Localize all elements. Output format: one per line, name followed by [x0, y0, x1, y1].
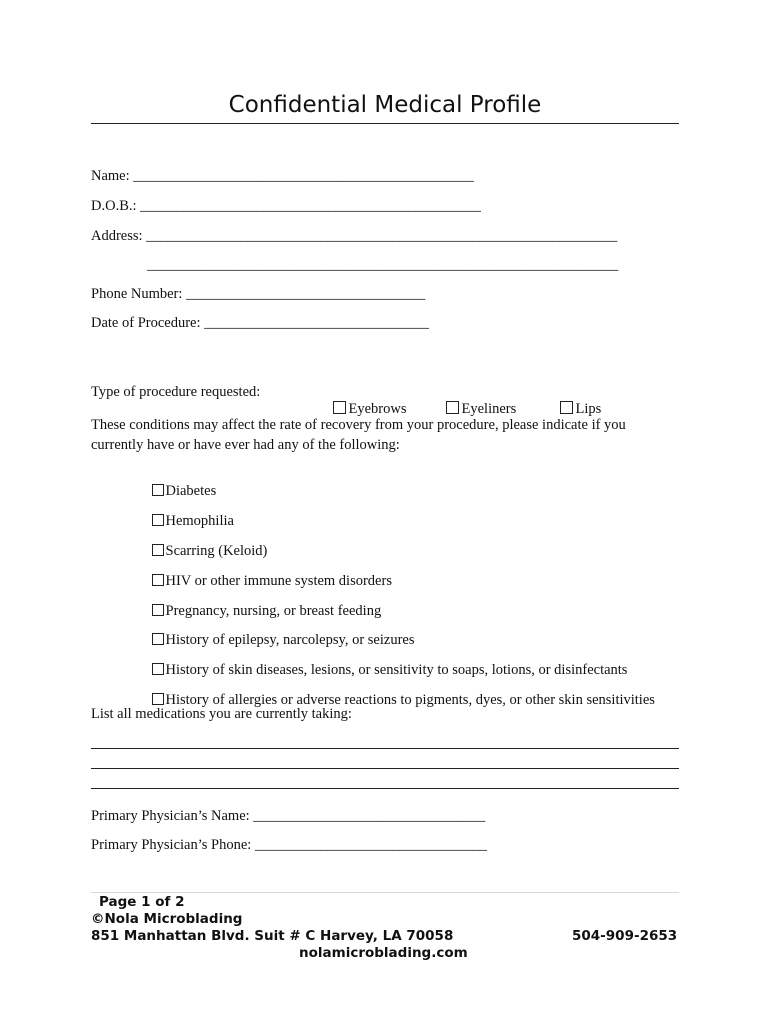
medications-label: List all medications you are currently taking: [91, 706, 352, 722]
medications-line-3[interactable] [91, 788, 679, 789]
condition-label: History of allergies or adverse reactions to pigments, dyes, or other skin sensitivities [165, 692, 655, 708]
footer-address: 851 Manhattan Blvd. Suit # C Harvey, LA 70058 [91, 928, 454, 944]
phone-number-field[interactable]: Phone Number: _________________________________ [91, 286, 426, 302]
condition-label: History of skin diseases, lesions, or sensitivity to soaps, lotions, or disinfectants [165, 662, 628, 678]
option-label: Eyeliners [461, 401, 517, 417]
option-label: Lips [575, 401, 602, 417]
footer-website: nolamicroblading.com [299, 945, 468, 961]
checkbox-icon[interactable] [152, 514, 164, 526]
checkbox-icon[interactable] [152, 484, 164, 496]
checkbox-icon[interactable] [333, 401, 346, 414]
checkbox-icon[interactable] [446, 401, 459, 414]
address-field[interactable]: Address: _________________________________________________________________ [91, 228, 618, 244]
checkbox-icon[interactable] [152, 574, 164, 586]
condition-label: HIV or other immune system disorders [165, 573, 392, 589]
checkbox-icon[interactable] [560, 401, 573, 414]
physician-phone-field[interactable]: Primary Physician’s Phone: ________________________________ [91, 837, 487, 853]
name-field[interactable]: Name: _______________________________________________ [91, 168, 475, 184]
procedure-type-label: Type of procedure requested: [91, 384, 261, 400]
medications-line-1[interactable] [91, 748, 679, 749]
checkbox-icon[interactable] [152, 633, 164, 645]
footer-divider [91, 892, 679, 893]
checkbox-icon[interactable] [152, 663, 164, 675]
condition-label: Scarring (Keloid) [165, 543, 268, 559]
title-underline [91, 123, 679, 124]
physician-name-field[interactable]: Primary Physician’s Name: ________________________________ [91, 808, 486, 824]
condition-label: Diabetes [165, 483, 217, 499]
condition-label: Hemophilia [165, 513, 234, 529]
condition-label: Pregnancy, nursing, or breast feeding [165, 603, 382, 619]
checkbox-icon[interactable] [152, 693, 164, 705]
option-label: Eyebrows [348, 401, 407, 417]
conditions-intro-line1: These conditions may affect the rate of recovery from your procedure, please indicate if you [91, 417, 626, 433]
footer-page-number: Page 1 of 2 [99, 894, 185, 910]
date-of-procedure-field[interactable]: Date of Procedure: _______________________________ [91, 315, 429, 331]
footer-phone: 504-909-2653 [572, 928, 678, 944]
conditions-intro-line2: currently have or have ever had any of the following: [91, 437, 400, 453]
page-title: Confidential Medical Profile [228, 92, 542, 118]
checkbox-icon[interactable] [152, 544, 164, 556]
footer-company: ©Nola Microblading [91, 911, 243, 927]
dob-field[interactable]: D.O.B.: _______________________________________________ [91, 198, 481, 214]
medications-line-2[interactable] [91, 768, 679, 769]
address-line2-field[interactable]: _________________________________________________________________ [147, 257, 619, 273]
condition-label: History of epilepsy, narcolepsy, or seizures [165, 632, 415, 648]
